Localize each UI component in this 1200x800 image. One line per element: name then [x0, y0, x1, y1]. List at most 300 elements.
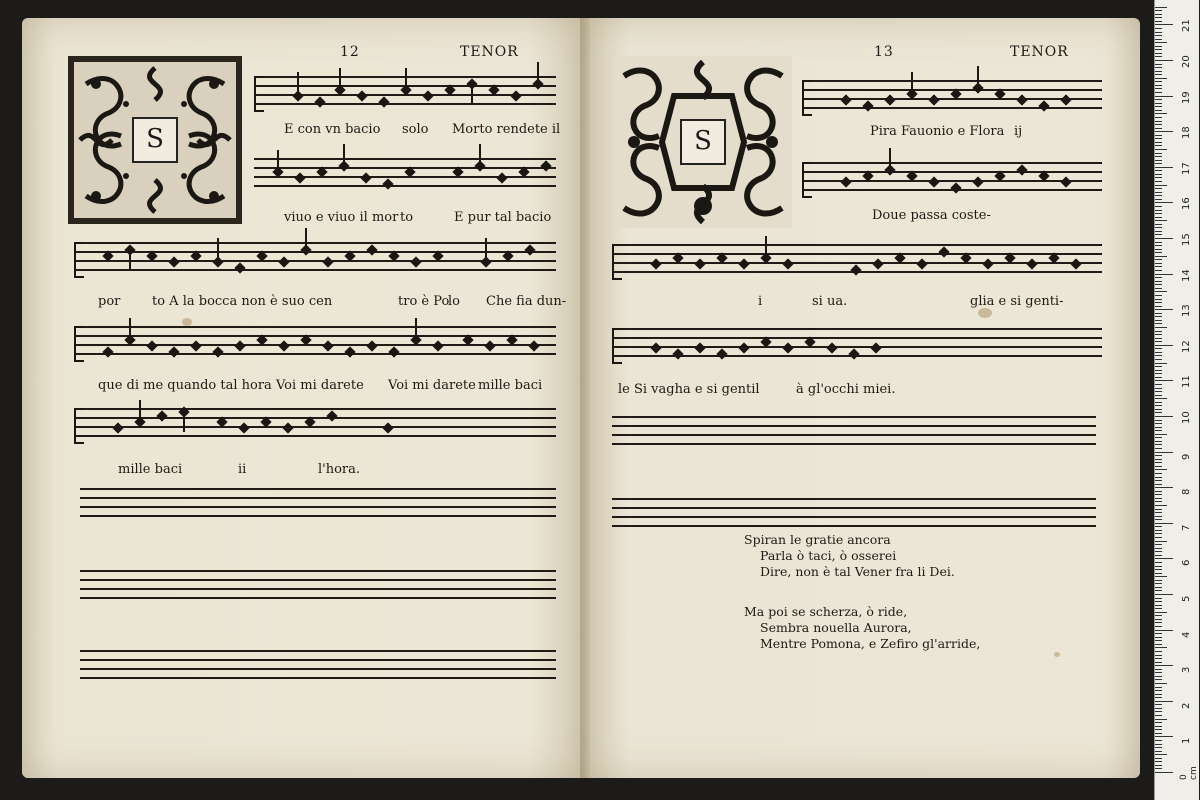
- ruler-tick: [1155, 647, 1167, 648]
- ruler-tick: [1155, 744, 1162, 745]
- ruler-tick: [1155, 690, 1162, 691]
- ruler-tick: [1155, 480, 1162, 481]
- ruler-number: 1: [1181, 738, 1192, 745]
- ruler-tick: [1155, 605, 1162, 606]
- ruler-tick: [1155, 733, 1162, 734]
- ruler-tick: [1155, 17, 1162, 18]
- ruler-number: 9: [1181, 453, 1192, 460]
- lyric-word: si ua.: [812, 294, 848, 309]
- ruler-tick: [1155, 594, 1173, 595]
- lyric-word: l'hora.: [318, 462, 361, 477]
- ruler-tick: [1155, 672, 1162, 673]
- ruler-tick: [1155, 266, 1162, 267]
- ruler-tick: [1155, 459, 1162, 460]
- ruler-number: 2: [1181, 702, 1192, 709]
- ruler-number: 17: [1181, 162, 1192, 175]
- ruler-tick: [1155, 420, 1162, 421]
- ruler-tick: [1155, 270, 1162, 271]
- ruler-tick: [1155, 587, 1162, 588]
- ruler-tick: [1155, 626, 1162, 627]
- lyric-word: glia e si genti-: [970, 294, 1064, 309]
- ruler-tick: [1155, 701, 1173, 702]
- lyric-word: à gl'occhi miei.: [796, 382, 896, 397]
- ruler-tick: [1155, 384, 1162, 385]
- book-spine: [580, 18, 590, 778]
- ruler-tick: [1155, 402, 1162, 403]
- ruler-tick: [1155, 341, 1162, 342]
- ruler-tick: [1155, 630, 1173, 631]
- empty-staff: [80, 484, 556, 524]
- paper-stain: [1054, 652, 1060, 657]
- ruler-tick: [1155, 519, 1162, 520]
- ruler-tick: [1155, 590, 1162, 591]
- ruler-tick: [1155, 708, 1162, 709]
- ruler-tick: [1155, 106, 1162, 107]
- music-staff: [612, 324, 1102, 364]
- ruler-tick: [1155, 259, 1162, 260]
- ruler-tick: [1155, 256, 1167, 257]
- ruler-tick: [1155, 726, 1162, 727]
- decorated-initial: [614, 56, 792, 228]
- ruler-tick: [1155, 683, 1167, 684]
- ruler-tick: [1155, 299, 1162, 300]
- lyric-word: E pur tal bacio: [454, 210, 552, 225]
- ruler-tick: [1155, 64, 1162, 65]
- ruler-tick: [1155, 192, 1162, 193]
- ruler-tick: [1155, 195, 1162, 196]
- ruler-tick: [1155, 548, 1162, 549]
- ruler-tick: [1155, 163, 1162, 164]
- lyric-word: tro è Po: [398, 294, 450, 309]
- ruler-tick: [1155, 484, 1162, 485]
- part-name: TENOR: [460, 44, 519, 60]
- ruler-tick: [1155, 409, 1162, 410]
- ruler-tick: [1155, 227, 1162, 228]
- ruler-tick: [1155, 238, 1173, 239]
- ruler-tick: [1155, 583, 1162, 584]
- ruler-tick: [1155, 85, 1162, 86]
- ruler-tick: [1155, 544, 1162, 545]
- ruler-tick: [1155, 14, 1162, 15]
- paper-stain: [182, 318, 192, 326]
- ruler-number: 21: [1181, 19, 1192, 33]
- ruler-tick: [1155, 274, 1173, 275]
- ruler-tick: [1155, 167, 1173, 168]
- lyric-word: por: [98, 294, 121, 309]
- ruler-tick: [1155, 7, 1167, 8]
- ruler-tick: [1155, 566, 1162, 567]
- ruler-tick: [1155, 448, 1162, 449]
- lyric-word: viuo e viuo il mor: [284, 210, 399, 225]
- ruler-tick: [1155, 665, 1173, 666]
- ruler-tick: [1155, 124, 1162, 125]
- ruler-tick: [1155, 562, 1162, 563]
- part-name: TENOR: [1010, 44, 1069, 60]
- lyric-word: Morto rendete il: [452, 122, 561, 137]
- ruler-number: 13: [1181, 304, 1192, 318]
- ruler-tick: [1155, 220, 1167, 221]
- lyric-word: le Si vagha e si gentil: [618, 382, 760, 397]
- ruler-tick: [1155, 291, 1167, 292]
- music-staff: [802, 76, 1102, 116]
- ruler-tick: [1155, 651, 1162, 652]
- open-songbook: [22, 18, 1140, 778]
- empty-staff: [612, 412, 1096, 452]
- ruler-tick: [1155, 551, 1162, 552]
- ruler-tick: [1155, 202, 1173, 203]
- ruler-tick: [1155, 477, 1162, 478]
- ruler-tick: [1155, 516, 1162, 517]
- ruler-tick: [1155, 576, 1167, 577]
- ruler-number: 18: [1181, 126, 1192, 140]
- ruler-tick: [1155, 751, 1162, 752]
- empty-staff: [80, 566, 556, 606]
- ruler-tick: [1155, 174, 1162, 175]
- ruler-tick: [1155, 49, 1162, 50]
- music-staff: [74, 404, 556, 444]
- ruler-tick: [1155, 719, 1167, 720]
- lyric-word: ii: [238, 462, 247, 477]
- ruler-tick: [1155, 391, 1162, 392]
- ruler-tick: [1155, 263, 1162, 264]
- ruler-tick: [1155, 142, 1162, 143]
- ruler-number: 6: [1181, 560, 1192, 567]
- ruler-tick: [1155, 366, 1162, 367]
- ruler-tick: [1155, 92, 1162, 93]
- ruler-tick: [1155, 245, 1162, 246]
- ruler-tick: [1155, 715, 1162, 716]
- ruler-tick: [1155, 288, 1162, 289]
- ruler-tick: [1155, 160, 1162, 161]
- ruler-tick: [1155, 430, 1162, 431]
- ruler-tick: [1155, 348, 1162, 349]
- initial-letter: S: [132, 117, 178, 163]
- ruler-tick: [1155, 149, 1167, 150]
- ruler-tick: [1155, 427, 1162, 428]
- ruler-tick: [1155, 729, 1162, 730]
- ruler-tick: [1155, 676, 1162, 677]
- music-staff: [254, 72, 556, 112]
- ruler-tick: [1155, 452, 1173, 453]
- ruler-tick: [1155, 145, 1162, 146]
- lyric-word: Doue passa coste-: [872, 208, 991, 223]
- ruler-tick: [1155, 345, 1173, 346]
- ruler-tick: [1155, 388, 1162, 389]
- ruler-tick: [1155, 598, 1162, 599]
- ruler-tick: [1155, 669, 1162, 670]
- lyric-word: to A la bocca non è suo cen: [152, 294, 333, 309]
- ruler-tick: [1155, 32, 1162, 33]
- ruler-tick: [1155, 772, 1173, 773]
- page-number: 12: [340, 44, 360, 60]
- ruler-tick: [1155, 88, 1162, 89]
- ruler-tick: [1155, 704, 1162, 705]
- lyric-word: mille baci: [478, 378, 543, 393]
- ruler-tick: [1155, 533, 1162, 534]
- lyric-word: E con vn bacio: [284, 122, 381, 137]
- verse-line: Spiran le gratie ancora: [744, 532, 891, 547]
- ruler-tick: [1155, 313, 1162, 314]
- ruler-tick: [1155, 622, 1162, 623]
- lyric-word: lo: [448, 294, 460, 309]
- decorated-initial: [66, 54, 244, 226]
- verse-line: Dire, non è tal Vener fra li Dei.: [760, 564, 955, 579]
- ruler-tick: [1155, 491, 1162, 492]
- ruler-tick: [1155, 437, 1162, 438]
- ruler-tick: [1155, 569, 1162, 570]
- ruler-number: 3: [1181, 666, 1192, 674]
- ruler-tick: [1155, 242, 1162, 243]
- ruler-tick: [1155, 398, 1167, 399]
- lyric-word: solo: [402, 122, 429, 137]
- verse-stanza-2: [744, 604, 980, 652]
- verse-line: Mentre Pomona, e Zefiro gl'arride,: [760, 636, 981, 651]
- ruler-tick: [1155, 412, 1162, 413]
- ruler-tick: [1155, 697, 1162, 698]
- ruler-tick: [1155, 206, 1162, 207]
- lyric-word: Che fia dun-: [486, 294, 567, 309]
- ruler-tick: [1155, 323, 1162, 324]
- ruler-number: 16: [1181, 197, 1192, 211]
- ruler-tick: [1155, 501, 1162, 502]
- music-staff: [254, 154, 556, 194]
- ruler-tick: [1155, 224, 1162, 225]
- ruler-tick: [1155, 213, 1162, 214]
- ruler-tick: [1155, 487, 1173, 488]
- ruler-tick: [1155, 405, 1162, 406]
- ruler-tick: [1155, 555, 1162, 556]
- ruler-tick: [1155, 135, 1162, 136]
- ruler-tick: [1155, 473, 1162, 474]
- ruler-tick: [1155, 71, 1162, 72]
- ruler-tick: [1155, 352, 1162, 353]
- ruler-tick: [1155, 295, 1162, 296]
- ruler-tick: [1155, 608, 1162, 609]
- ruler-tick: [1155, 441, 1162, 442]
- empty-staff: [612, 494, 1096, 534]
- ruler-tick: [1155, 526, 1162, 527]
- ruler-tick: [1155, 185, 1167, 186]
- ruler-number: 11: [1181, 375, 1192, 389]
- ruler-tick: [1155, 573, 1162, 574]
- page-number: 13: [874, 44, 894, 60]
- ruler-tick: [1155, 509, 1162, 510]
- ruler-tick: [1155, 747, 1162, 748]
- ruler-tick: [1155, 633, 1162, 634]
- ruler-tick: [1155, 644, 1162, 645]
- ruler-tick: [1155, 694, 1162, 695]
- ruler-tick: [1155, 498, 1162, 499]
- ruler-tick: [1155, 277, 1162, 278]
- ruler-tick: [1155, 39, 1162, 40]
- ruler-tick: [1155, 619, 1162, 620]
- ruler-tick: [1155, 765, 1162, 766]
- ruler-number: 5: [1181, 595, 1192, 602]
- ruler-tick: [1155, 740, 1162, 741]
- ruler-tick: [1155, 655, 1162, 656]
- lyric-word: que di me quando tal hora Voi mi darete: [98, 378, 364, 393]
- ruler-tick: [1155, 217, 1162, 218]
- ruler-tick: [1155, 423, 1162, 424]
- ruler-tick: [1155, 523, 1173, 524]
- ruler-tick: [1155, 537, 1162, 538]
- ruler-tick: [1155, 199, 1162, 200]
- ruler-tick: [1155, 53, 1162, 54]
- ruler-tick: [1155, 758, 1162, 759]
- ruler-tick: [1155, 494, 1162, 495]
- ruler-number: 4: [1181, 631, 1192, 638]
- ruler-tick: [1155, 462, 1162, 463]
- ruler-tick: [1155, 434, 1167, 435]
- ruler-tick: [1155, 679, 1162, 680]
- ruler-number: 12: [1181, 340, 1192, 353]
- ruler-tick: [1155, 56, 1162, 57]
- ruler-tick: [1155, 316, 1162, 317]
- lyric-word: Pira Fauonio e Flora: [870, 124, 1005, 139]
- ruler-number: 8: [1181, 488, 1192, 496]
- ruler-number: 7: [1181, 524, 1192, 531]
- ruler-tick: [1155, 455, 1162, 456]
- ruler-tick: [1155, 359, 1162, 360]
- ruler-tick: [1155, 60, 1173, 61]
- ruler-tick: [1155, 10, 1162, 11]
- lyric-word: Voi mi darete: [388, 378, 476, 393]
- music-staff: [74, 322, 556, 362]
- ruler-number: 19: [1181, 90, 1192, 104]
- ruler-tick: [1155, 131, 1173, 132]
- ruler-tick: [1155, 281, 1162, 282]
- empty-staff: [80, 646, 556, 686]
- verse-stanza-1: [744, 532, 955, 580]
- ruler-tick: [1155, 170, 1162, 171]
- music-staff: [802, 158, 1102, 198]
- ruler-tick: [1155, 35, 1162, 36]
- ruler-tick: [1155, 612, 1167, 613]
- ruler-tick: [1155, 138, 1162, 139]
- ruler-tick: [1155, 210, 1162, 211]
- ruler-tick: [1155, 395, 1162, 396]
- ruler-tick: [1155, 46, 1162, 47]
- ruler-tick: [1155, 78, 1167, 79]
- ruler-tick: [1155, 96, 1173, 97]
- ruler-tick: [1155, 113, 1167, 114]
- ruler-tick: [1155, 580, 1162, 581]
- ruler-number: 14: [1181, 268, 1192, 282]
- ruler-tick: [1155, 231, 1162, 232]
- ruler-tick: [1155, 338, 1162, 339]
- right-page: [584, 18, 1140, 778]
- ruler-tick: [1155, 444, 1162, 445]
- ruler-tick: [1155, 21, 1162, 22]
- ruler-tick: [1155, 722, 1162, 723]
- ruler-tick: [1155, 687, 1162, 688]
- ruler-tick: [1155, 28, 1162, 29]
- ruler-tick: [1155, 761, 1162, 762]
- ruler-tick: [1155, 181, 1162, 182]
- ruler-tick: [1155, 156, 1162, 157]
- ruler-tick: [1155, 284, 1162, 285]
- lyric-word: to: [400, 210, 414, 225]
- measuring-ruler: [1154, 0, 1199, 800]
- ruler-tick: [1155, 234, 1162, 235]
- ruler-tick: [1155, 658, 1162, 659]
- left-page: [22, 18, 584, 778]
- verse-line: Ma poi se scherza, ò ride,: [744, 604, 908, 619]
- ruler-tick: [1155, 252, 1162, 253]
- ruler-unit: 0 cm: [1179, 766, 1199, 780]
- ruler-tick: [1155, 363, 1167, 364]
- music-staff: [74, 238, 556, 278]
- ruler-tick: [1155, 110, 1162, 111]
- lyric-word: mille baci: [118, 462, 183, 477]
- ruler-tick: [1155, 736, 1173, 737]
- ruler-tick: [1155, 355, 1162, 356]
- ruler-tick: [1155, 416, 1173, 417]
- verse-line: Parla ò taci, ò osserei: [760, 548, 897, 563]
- ruler-number: 20: [1181, 55, 1192, 68]
- paper-stain: [978, 308, 992, 318]
- ruler-tick: [1155, 327, 1167, 328]
- ruler-tick: [1155, 334, 1162, 335]
- ruler-tick: [1155, 177, 1162, 178]
- initial-letter: S: [680, 119, 726, 165]
- ruler-number: 15: [1181, 233, 1192, 246]
- ruler-tick: [1155, 331, 1162, 332]
- lyric-word: i: [758, 294, 763, 309]
- ruler-tick: [1155, 117, 1162, 118]
- ruler-tick: [1155, 67, 1162, 68]
- ruler-tick: [1155, 121, 1162, 122]
- ruler-tick: [1155, 541, 1167, 542]
- ruler-tick: [1155, 309, 1173, 310]
- ruler-tick: [1155, 558, 1173, 559]
- ruler-tick: [1155, 74, 1162, 75]
- lyric-word: ij: [1014, 124, 1023, 139]
- ruler-tick: [1155, 711, 1162, 712]
- ruler-tick: [1155, 128, 1162, 129]
- ruler-tick: [1155, 306, 1162, 307]
- ruler-tick: [1155, 637, 1162, 638]
- ruler-tick: [1155, 754, 1167, 755]
- music-staff: [612, 240, 1102, 280]
- ruler-tick: [1155, 466, 1162, 467]
- ruler-tick: [1155, 469, 1167, 470]
- ruler-tick: [1155, 377, 1162, 378]
- ruler-tick: [1155, 373, 1162, 374]
- ruler-tick: [1155, 153, 1162, 154]
- ruler-tick: [1155, 24, 1173, 25]
- ruler-tick: [1155, 530, 1162, 531]
- ruler-tick: [1155, 505, 1167, 506]
- ruler-tick: [1155, 601, 1162, 602]
- ruler-tick: [1155, 380, 1173, 381]
- ruler-tick: [1155, 188, 1162, 189]
- ruler-tick: [1155, 249, 1162, 250]
- verse-line: Sembra nouella Aurora,: [760, 620, 912, 635]
- ruler-tick: [1155, 81, 1162, 82]
- ruler-tick: [1155, 662, 1162, 663]
- ruler-tick: [1155, 99, 1162, 100]
- ruler-tick: [1155, 768, 1162, 769]
- ruler-tick: [1155, 320, 1162, 321]
- ruler-tick: [1155, 512, 1162, 513]
- ruler-number: 10: [1181, 411, 1192, 424]
- ruler-tick: [1155, 42, 1167, 43]
- ruler-tick: [1155, 103, 1162, 104]
- ruler-tick: [1155, 640, 1162, 641]
- ruler-tick: [1155, 615, 1162, 616]
- ruler-tick: [1155, 370, 1162, 371]
